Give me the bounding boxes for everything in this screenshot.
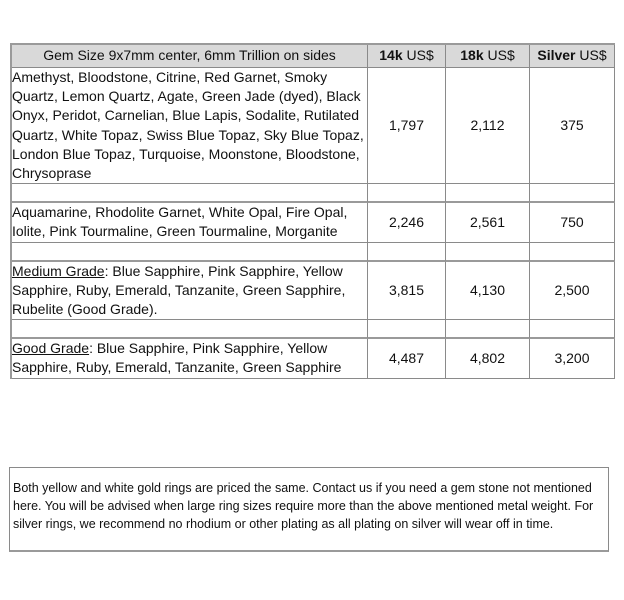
header-silver-currency: US$ (579, 47, 607, 64)
table-row (12, 262, 615, 321)
grade-label: Medium Grade (12, 262, 105, 279)
price-18k: 2,112 (446, 68, 530, 184)
gem-list-text: : Blue Sapphire, Pink Sapphire, Yellow Sapphire, Ruby, Emerald, Tanzanite, Green Sapphire, Rubelite (Good Grade). (12, 262, 346, 318)
header-18k-currency: US$ (487, 47, 515, 64)
header-14k (368, 45, 446, 68)
price-14k: 2,246 (368, 203, 446, 242)
price-silver: 2,500 (530, 262, 615, 321)
price-18k: 4,802 (446, 339, 530, 378)
price-18k: 4,130 (446, 262, 530, 321)
price-table (10, 43, 615, 379)
header-18k (446, 45, 530, 68)
header-silver-metal: Silver (537, 47, 576, 64)
spacer-row (12, 243, 615, 262)
price-18k: 2,561 (446, 203, 530, 242)
price-14k: 1,797 (368, 68, 446, 184)
gem-list (12, 203, 368, 242)
gem-list (12, 262, 368, 321)
table-row (12, 339, 615, 378)
header-14k-currency: US$ (406, 47, 434, 64)
price-14k: 3,815 (368, 262, 446, 321)
table-row (12, 68, 615, 184)
grade-label: Good Grade (12, 340, 90, 357)
spacer-row (12, 320, 615, 339)
table-row (12, 203, 615, 242)
pricing-note-text: Both yellow and white gold rings are priced the same. Contact us if you need a gem stone not mentioned here. You will be advised when large ring sizes require more than the above mentioned metal weight. For silver rings, we recommend no rhodium or other plating as all plating on silver will wear off in time. (13, 481, 594, 531)
gem-list-text: : Blue Sapphire, Pink Sapphire, Yellow Sapphire, Ruby, Emerald, Tanzanite, Green Sapphire (12, 340, 342, 376)
price-silver: 375 (530, 68, 615, 184)
table-header-row (12, 45, 615, 68)
gem-list (12, 68, 368, 184)
gem-list-text: Aquamarine, Rhodolite Garnet, White Opal, Fire Opal, Iolite, Pink Tourmaline, Green Tourmaline, Morganite (12, 204, 348, 240)
price-silver: 3,200 (530, 339, 615, 378)
gem-list (12, 339, 368, 378)
spacer-row (12, 184, 615, 203)
header-14k-metal: 14k (379, 47, 403, 64)
gem-list-text: Amethyst, Bloodstone, Citrine, Red Garnet, Smoky Quartz, Lemon Quartz, Agate, Green Jade (dyed), Black Onyx, Peridot, Carnelian, Blue Lapis, Sodalite, Rutilated Quartz, White Topaz, Swiss Blue Topaz, Sky Blue Topaz, London Blue Topaz, Turquoise, Moonstone, Bloodstone, Chrysoprase (12, 69, 364, 182)
price-silver: 750 (530, 203, 615, 242)
gem-size-header: Gem Size 9x7mm center, 6mm Trillion on sides (12, 45, 368, 68)
pricing-note (9, 467, 609, 552)
header-18k-metal: 18k (460, 47, 484, 64)
price-14k: 4,487 (368, 339, 446, 378)
header-silver (530, 45, 615, 68)
